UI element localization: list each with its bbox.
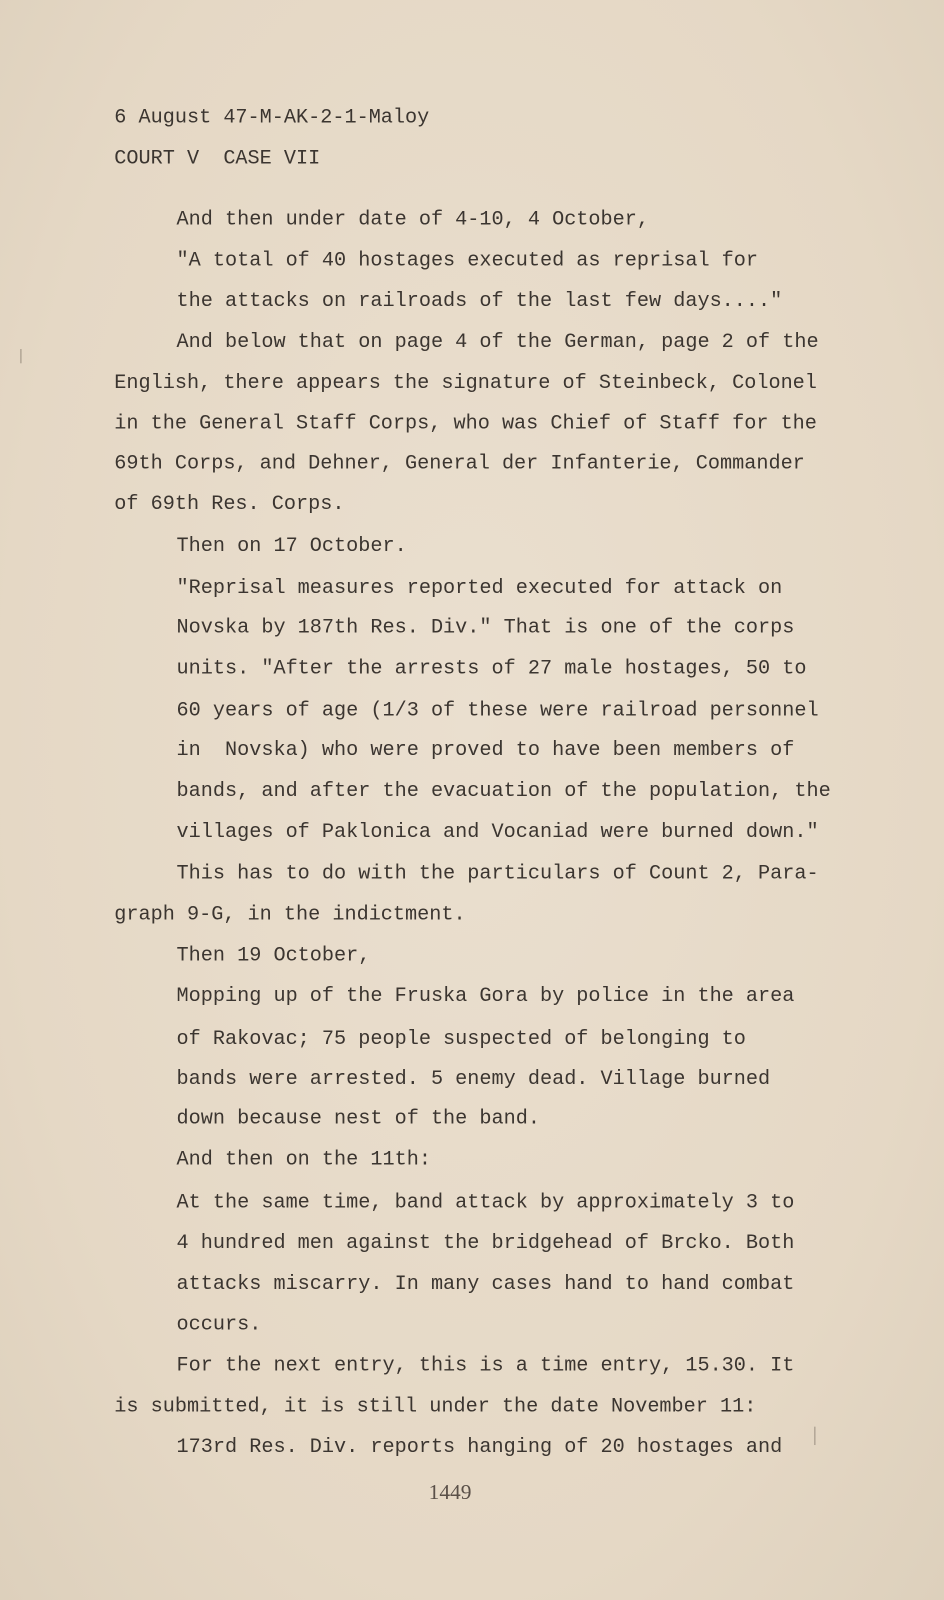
text-line: "A total of 40 hostages executed as reprisal for xyxy=(176,249,759,272)
text-line: is submitted, it is still under the date November 11: xyxy=(114,1395,757,1418)
text-line: This has to do with the particulars of Count 2, Para- xyxy=(176,862,819,885)
text-line: of Rakovac; 75 people suspected of belonging to xyxy=(176,1027,746,1051)
text-line: units. "After the arrests of 27 male hostages, 50 to xyxy=(176,657,807,680)
text-line: occurs. xyxy=(176,1313,262,1336)
text-line: villages of Paklonica and Vocaniad were burned down." xyxy=(176,820,819,843)
text-line: And then on the 11th: xyxy=(176,1148,431,1171)
text-line: graph 9-G, in the indictment. xyxy=(114,903,466,926)
page-number: 1449 xyxy=(428,1479,472,1505)
text-line: Novska by 187th Res. Div." That is one of the corps xyxy=(176,616,795,639)
header-court-case: COURT V CASE VII xyxy=(114,146,321,170)
text-line: in Novska) who were proved to have been members of xyxy=(176,738,795,762)
text-line: English, there appears the signature of Steinbeck, Colonel xyxy=(114,371,817,394)
text-line: 60 years of age (1/3 of these were railroad personnel xyxy=(176,699,819,722)
paper-mark xyxy=(814,1427,815,1445)
text-line: bands were arrested. 5 enemy dead. Village burned xyxy=(176,1067,771,1090)
text-line: 173rd Res. Div. reports hanging of 20 hostages and xyxy=(176,1435,783,1459)
text-line: down because nest of the band. xyxy=(176,1107,540,1130)
text-line: And below that on page 4 of the German, page 2 of the xyxy=(176,330,819,354)
text-line: in the General Staff Corps, who was Chief of Staff for the xyxy=(114,412,817,435)
header-reference: 6 August 47-M-AK-2-1-Maloy xyxy=(114,106,430,129)
text-line: the attacks on railroads of the last few days...." xyxy=(176,289,783,313)
text-line: Mopping up of the Fruska Gora by police in the area xyxy=(176,984,795,1008)
text-line: Then 19 October, xyxy=(176,943,371,967)
text-line: attacks miscarry. In many cases hand to hand combat xyxy=(176,1272,795,1296)
text-line: For the next entry, this is a time entry, 15.30. It xyxy=(176,1354,795,1377)
text-line: At the same time, band attack by approximately 3 to xyxy=(176,1190,795,1214)
text-line: 69th Corps, and Dehner, General der Infanterie, Commander xyxy=(114,452,805,475)
paper-mark xyxy=(20,349,21,363)
text-line: of 69th Res. Corps. xyxy=(114,492,345,516)
text-line: 4 hundred men against the bridgehead of Brcko. Both xyxy=(176,1231,795,1255)
text-line: bands, and after the evacuation of the population, the xyxy=(176,779,831,803)
text-line: "Reprisal measures reported executed for attack on xyxy=(176,576,783,600)
text-line: Then on 17 October. xyxy=(176,534,407,558)
text-line: And then under date of 4-10, 4 October, xyxy=(176,208,650,231)
